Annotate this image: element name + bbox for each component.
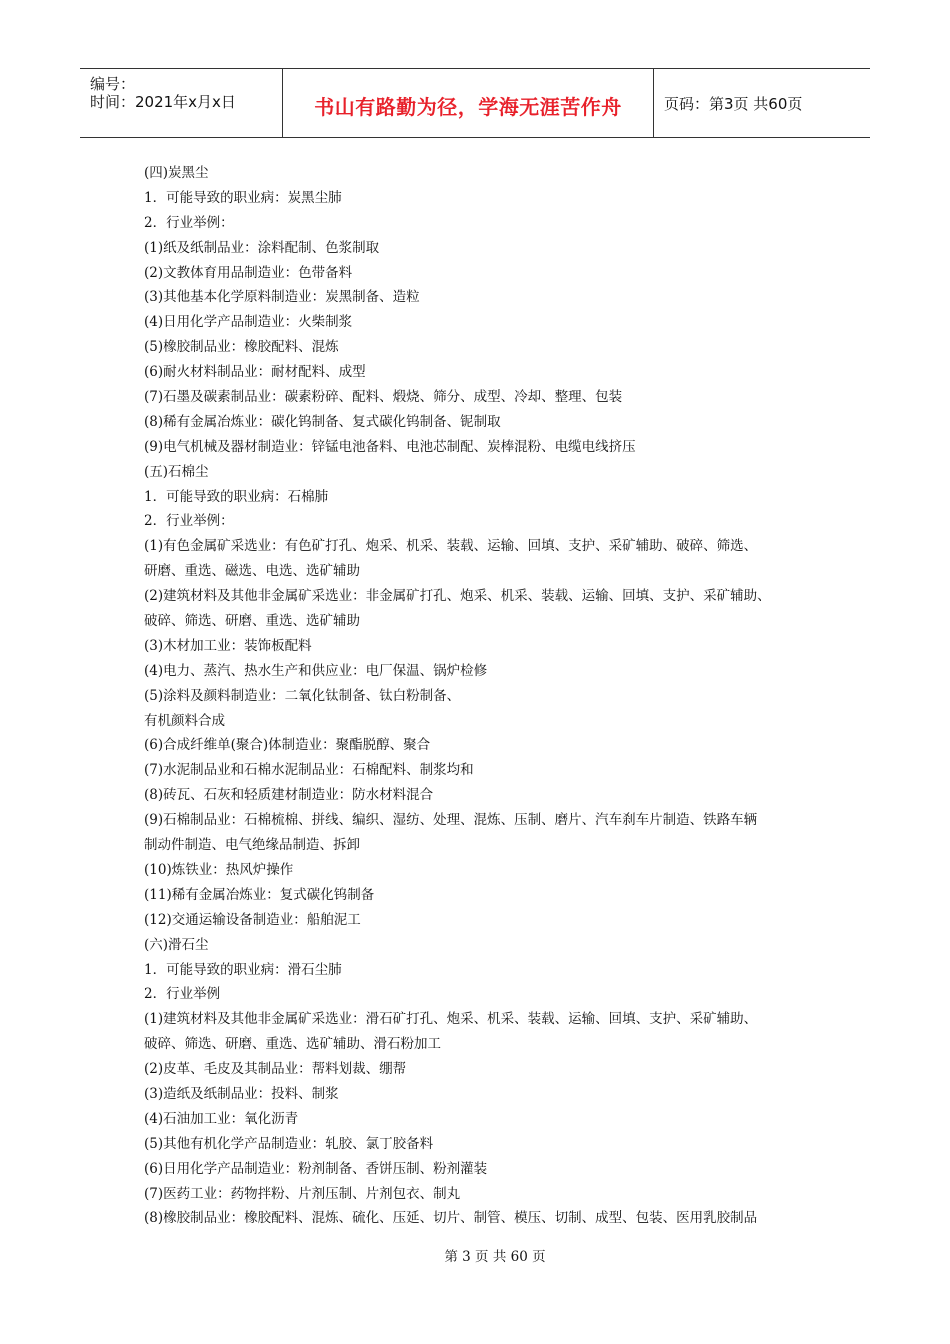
text-line: (3)造纸及纸制品业：投料、制浆 bbox=[144, 1085, 339, 1102]
header-page-cell bbox=[654, 69, 870, 137]
text-line: 研磨、重选、磁选、电选、选矿辅助 bbox=[144, 563, 360, 580]
text-line: (6)耐火材料制品业：耐材配料、成型 bbox=[144, 364, 366, 381]
text-line: (8)砖瓦、石灰和轻质建材制造业：防水材料混合 bbox=[144, 787, 434, 804]
text-line: (六)滑石尘 bbox=[144, 936, 209, 953]
text-line: (12)交通运输设备制造业：船舶泥工 bbox=[144, 911, 361, 928]
text-line: (2)建筑材料及其他非金属矿采选业：非金属矿打孔、炮采、机采、装载、运输、回填、支护、采矿辅助、 bbox=[144, 588, 771, 605]
header-motto-cell bbox=[283, 69, 654, 137]
text-line: 1．可能导致的职业病：滑石尘肺 bbox=[144, 961, 342, 978]
text-line: 1．可能导致的职业病：石棉肺 bbox=[144, 488, 329, 505]
text-line: (9)石棉制品业：石棉梳棉、拼线、编织、湿纺、处理、混炼、压制、磨片、汽车刹车片制造、铁路车辆 bbox=[144, 812, 758, 829]
text-line: 1．可能导致的职业病：炭黑尘肺 bbox=[144, 189, 342, 206]
page-header bbox=[80, 68, 870, 138]
text-line: (3)其他基本化学原料制造业：炭黑制备、造粒 bbox=[144, 289, 420, 306]
document-number-label: 编号： bbox=[90, 75, 136, 93]
text-line: (6)日用化学产品制造业：粉剂制备、香饼压制、粉剂灌装 bbox=[144, 1160, 488, 1177]
document-body bbox=[144, 161, 824, 1231]
text-line: 2．行业举例： bbox=[144, 214, 234, 231]
text-line: (4)电力、蒸汽、热水生产和供应业：电厂保温、锅炉检修 bbox=[144, 662, 488, 679]
text-line: (1)纸及纸制品业：涂料配制、色浆制取 bbox=[144, 239, 380, 256]
text-line: (五)石棉尘 bbox=[144, 463, 209, 480]
text-line: 有机颜料合成 bbox=[144, 712, 225, 729]
text-line: 制动件制造、电气绝缘品制造、拆卸 bbox=[144, 837, 360, 854]
text-line: 破碎、筛选、研磨、重选、选矿辅助、滑石粉加工 bbox=[144, 1036, 441, 1053]
text-line: (5)橡胶制品业：橡胶配料、混炼 bbox=[144, 339, 339, 356]
text-line: (2)皮革、毛皮及其制品业：帮料划裁、绷帮 bbox=[144, 1061, 407, 1078]
text-line: (10)炼铁业：热风炉操作 bbox=[144, 861, 294, 878]
text-line: (4)石油加工业：氧化沥青 bbox=[144, 1110, 299, 1127]
text-line: (4)日用化学产品制造业：火柴制浆 bbox=[144, 314, 353, 331]
text-line: (2)文教体育用品制造业：色带备料 bbox=[144, 264, 353, 281]
text-line: (5)涂料及颜料制造业：二氧化钛制备、钛白粉制备、 bbox=[144, 687, 461, 704]
text-line: (9)电气机械及器材制造业：锌锰电池备料、电池芯制配、炭棒混粉、电缆电线挤压 bbox=[144, 438, 636, 455]
text-line: (7)医药工业：药物拌粉、片剂压制、片剂包衣、制丸 bbox=[144, 1185, 461, 1202]
text-line: (1)建筑材料及其他非金属矿采选业：滑石矿打孔、炮采、机采、装载、运输、回填、支护、采矿辅助、 bbox=[144, 1011, 758, 1028]
text-line: (7)石墨及碳素制品业：碳素粉碎、配料、煅烧、筛分、成型、冷却、整理、包装 bbox=[144, 389, 623, 406]
text-line: (11)稀有金属冶炼业：复式碳化钨制备 bbox=[144, 886, 375, 903]
text-line: (3)木材加工业：装饰板配料 bbox=[144, 637, 312, 654]
text-line: (8)稀有金属冶炼业：碳化钨制备、复式碳化钨制备、铌制取 bbox=[144, 413, 501, 430]
document-time-label: 时间：2021年x月x日 bbox=[90, 93, 236, 111]
text-line: (8)橡胶制品业：橡胶配料、混炼、硫化、压延、切片、制管、模压、切制、成型、包装、医用乳胶制品 bbox=[144, 1210, 758, 1227]
text-line: (6)合成纤维单(聚合)体制造业：聚酯脱醇、聚合 bbox=[144, 737, 431, 754]
text-line: 破碎、筛选、研磨、重选、选矿辅助 bbox=[144, 613, 360, 630]
header-motto: 书山有路勤为径，学海无涯苦作舟 bbox=[314, 95, 622, 119]
text-line: (7)水泥制品业和石棉水泥制品业：石棉配料、制浆均和 bbox=[144, 762, 474, 779]
page-footer: 第 3 页 共 60 页 bbox=[444, 1249, 546, 1265]
text-line: (5)其他有机化学产品制造业：轧胶、氯丁胶备料 bbox=[144, 1135, 434, 1152]
text-line: (1)有色金属矿采选业：有色矿打孔、炮采、机采、装载、运输、回填、支护、采矿辅助、破碎、筛选、 bbox=[144, 538, 758, 555]
text-line: 2．行业举例 bbox=[144, 986, 221, 1003]
text-line: (四)炭黑尘 bbox=[144, 165, 209, 181]
text-line: 2．行业举例： bbox=[144, 513, 234, 530]
header-page-number: 页码：第3页 共60页 bbox=[664, 95, 803, 113]
header-meta-cell bbox=[80, 69, 283, 137]
